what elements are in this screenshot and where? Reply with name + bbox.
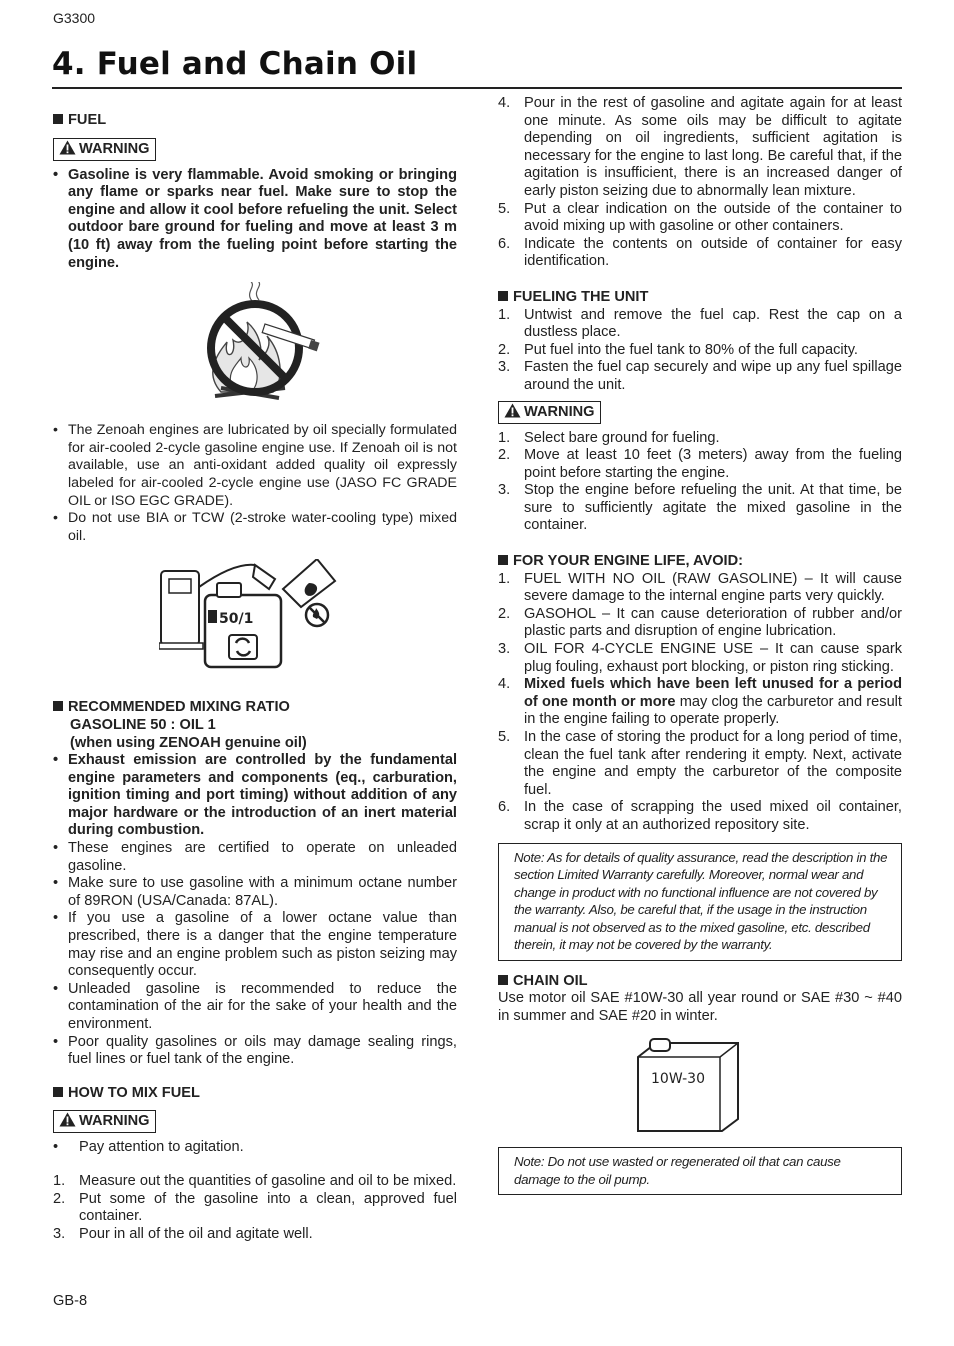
list-item: • The Zenoah engines are lubricated by oil specially formulated for air-cooled 2-cycle gasoline engine use. If Zenoah oil is not available, use an anti-oxidant added quality oil expressly labeled for air-cooled 2-cycle engine use (JASO FC GRADE OIL or ISO EGC GRADE). (53, 422, 457, 509)
square-bullet-icon (53, 701, 63, 711)
left-column (53, 112, 457, 1243)
section-heading-fuel: FUEL (53, 112, 457, 130)
model-number: G3300 (53, 10, 96, 26)
square-bullet-icon (498, 291, 508, 301)
oil-note: Note: Do not use wasted or regenerated oil that can cause damage to the oil pump. (498, 1147, 902, 1195)
list-item: 3. Pour in all of the oil and agitate well. (53, 1225, 313, 1242)
list-item: 3. Stop the engine before refueling the unit. At that time, be sure to sufficiently agitate the mixed gasoline in the container. (498, 482, 902, 534)
chain-oil-text: Use motor oil SAE #10W-30 all year round or SAE #30 ~ #40 in summer and SAE #20 in winter. (498, 990, 902, 1024)
section-heading-mixing-ratio: RECOMMENDED MIXING RATIO (53, 699, 457, 717)
list-item: 2. Put some of the gasoline into a clean, approved fuel container. (53, 1190, 457, 1225)
section-heading-chain-oil: CHAIN OIL (498, 973, 902, 991)
section-heading-fueling: FUELING THE UNIT (498, 289, 902, 307)
page-number: GB-8 (53, 1293, 88, 1309)
warranty-note: Note: As for details of quality assurance, read the description in the section Limited Warranty carefully. Moreover, normal wear and change in product with no functional influence are not covered by the warranty. Also, be careful that, if the usage in the instruction manual is not observed as to the mixed gasoline, etc. described therein, it may not be covered by the warranty. (498, 843, 902, 961)
no-smoking-flame-icon (193, 282, 343, 414)
list-item: 6. Indicate the contents on outside of container for easy identification. (498, 235, 902, 270)
warning-triangle-icon (59, 1112, 76, 1127)
list-item: 1. Measure out the quantities of gasoline and oil to be mixed. (53, 1172, 457, 1189)
square-bullet-icon (498, 555, 508, 565)
list-item: 3. Fasten the fuel cap securely and wipe up any fuel spillage around the unit. (498, 359, 902, 393)
list-item: 2. Move at least 10 feet (3 meters) away from the fueling point before starting the engine. (498, 447, 902, 481)
square-bullet-icon (53, 1087, 63, 1097)
section-heading-avoid: FOR YOUR ENGINE LIFE, AVOID: (498, 553, 902, 571)
list-item: 1. Untwist and remove the fuel cap. Rest the cap on a dustless place. (498, 306, 902, 341)
square-bullet-icon (53, 114, 63, 124)
list-item: 2. Put fuel into the fuel tank to 80% of the full capacity. (498, 341, 858, 358)
list-item: 2. GASOHOL – It can cause deterioration of rubber and/or plastic parts and disruption of engine lubrication. (498, 605, 902, 640)
list-item: • Make sure to use gasoline with a minimum octane number of 89RON (USA/Canada: 87AL). (53, 875, 457, 909)
fuel-warning-bullet: • Gasoline is very flammable. Avoid smoking or bringing any flame or sparks near fuel. Make sure to stop the engine and allow it cool before refueling the unit. Select outdoor bare ground for fueling and move at least 3 m (10 ft) away from the fueling point before starting the engine. (53, 166, 457, 271)
oil-can-illustration (632, 1035, 744, 1135)
list-item: 1. Select bare ground for fueling. (498, 429, 720, 446)
list-item: 6. In the case of scrapping the used mixed oil container, scrap it only at an authorized repository site. (498, 799, 902, 833)
square-bullet-icon (498, 975, 508, 985)
title-rule (52, 87, 902, 89)
section-heading-how-to-mix: HOW TO MIX FUEL (53, 1085, 457, 1103)
warning-label: WARNING (498, 401, 601, 424)
list-item: • These engines are certified to operate on unleaded gasoline. (53, 840, 457, 874)
list-item: 4. Mixed fuels which have been left unused for a period of one month or more may clog the carburetor and result in the engine failing to operate properly. (498, 676, 902, 728)
list-item: • Unleaded gasoline is recommended to reduce the contamination of the air for the sake of your health and the environment. (53, 980, 457, 1032)
fuel-can-illustration (159, 559, 341, 669)
list-item: • If you use a gasoline of a lower octane value than prescribed, there is a danger that the engine temperature may rise and an engine problem such as piston seizing may consequently occur. (53, 910, 457, 980)
warning-label: WARNING (53, 138, 156, 161)
list-item: 5. Put a clear indication on the outside of the container to avoid mixing up with gasoline or other containers. (498, 200, 902, 235)
list-item: 1. FUEL WITH NO OIL (RAW GASOLINE) – It will cause severe damage to the internal engine parts very quickly. (498, 570, 902, 605)
warning-label: WARNING (53, 1110, 156, 1133)
mixing-ratio-value: GASOLINE 50 : OIL 1 (70, 716, 216, 733)
mixing-ratio-note: (when using ZENOAH genuine oil) (70, 734, 307, 751)
warning-triangle-icon (59, 140, 76, 155)
list-item: • Pay attention to agitation. (53, 1139, 244, 1156)
can-ratio-label: 50/1 (219, 611, 254, 628)
right-column (498, 95, 902, 1195)
list-item: 5. In the case of storing the product for a long period of time, clean the fuel tank after rendering it empty. Next, activate the engine and empty the carburetor of the composite fuel. (498, 729, 902, 798)
warning-triangle-icon (504, 403, 521, 418)
list-item: • Do not use BIA or TCW (2-stroke water-cooling type) mixed oil. (53, 510, 457, 544)
list-item: • Exhaust emission are controlled by the fundamental engine parameters and components (eq., carburation, ignition timing and port timing) without addition of any major hardware or the introduction of an inert material during combustion. (53, 752, 457, 839)
oil-can-label: 10W-30 (651, 1071, 705, 1088)
list-item: 4. Pour in the rest of gasoline and agitate again for at least one minute. As some oils may be difficult to agitate depending on oil ingredients, sufficient agitation is necessary for the engine to last long. Be careful that, if the agitation is insufficient, there is an increased danger of early piston seizing due to abnormally lean mixture. (498, 95, 902, 199)
list-item: 3. OIL FOR 4-CYCLE ENGINE USE – It can cause spark plug fouling, exhaust port blocking, or piston ring sticking. (498, 641, 902, 675)
page-title: 4. Fuel and Chain Oil (52, 46, 418, 82)
list-item: • Poor quality gasolines or oils may damage sealing rings, fuel lines or fuel tank of the engine. (53, 1033, 457, 1068)
